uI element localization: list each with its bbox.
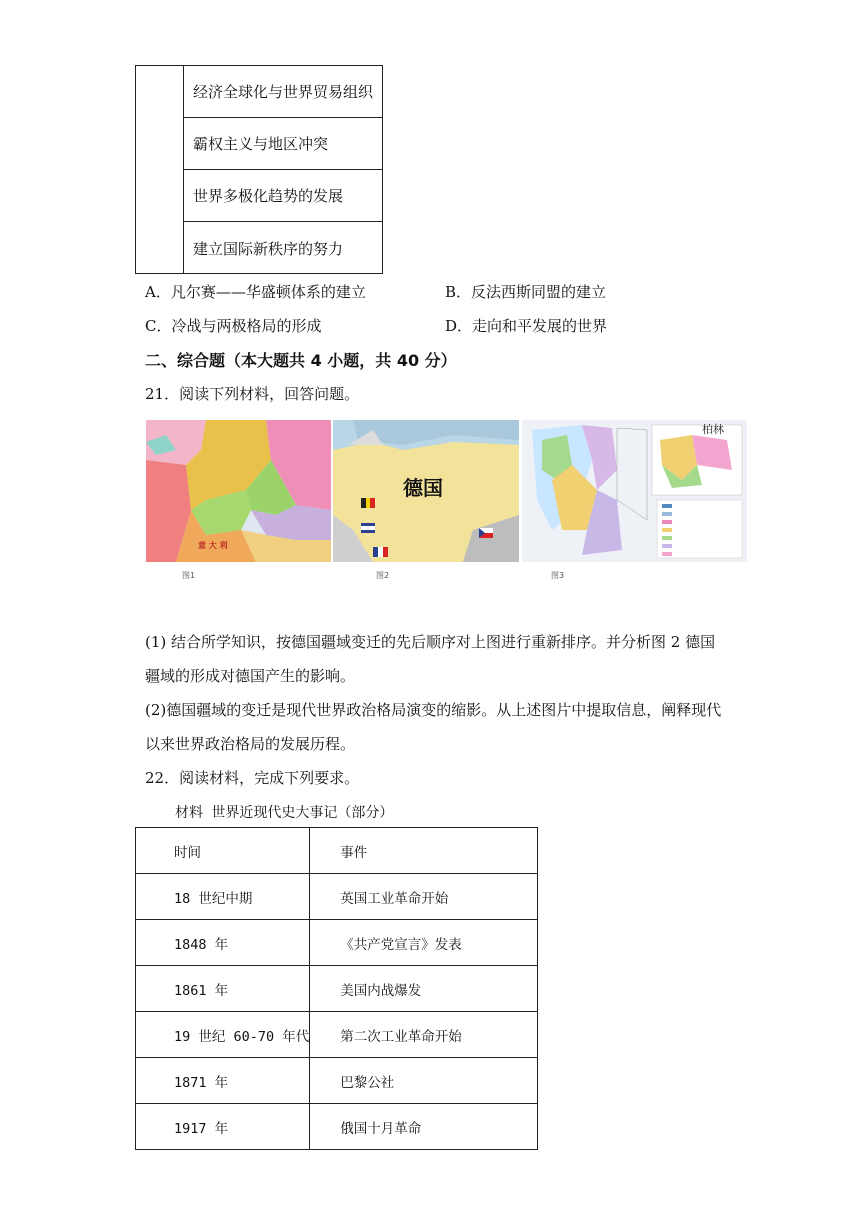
cell-event: 《共产党宣言》发表 bbox=[310, 920, 538, 966]
header-time: 时间 bbox=[136, 828, 310, 874]
cell-time: 1861 年 bbox=[136, 966, 310, 1012]
figure-1-caption: 图1 bbox=[182, 571, 196, 580]
q21-part2-line1: (2)德国疆域的变迁是现代世界政治格局演变的缩影。从上述图片中提取信息，阐释现代 bbox=[145, 701, 722, 719]
cell-event: 俄国十月革命 bbox=[310, 1104, 538, 1150]
cell-time: 1871 年 bbox=[136, 1058, 310, 1104]
table-row bbox=[136, 1104, 538, 1150]
q21-part1-line1: (1) 结合所学知识，按德国疆域变迁的先后顺序对上图进行重新排序。并分析图 2 德国 bbox=[145, 633, 716, 651]
table-row bbox=[136, 1012, 538, 1058]
map-figure-2 bbox=[333, 420, 519, 562]
question-21-stem: 21．阅读下列材料，回答问题。 bbox=[145, 385, 360, 403]
figure-2-caption: 图2 bbox=[376, 571, 390, 580]
table-header-row bbox=[136, 828, 538, 874]
option-d: D．走向和平发展的世界 bbox=[445, 317, 608, 335]
cell-time: 1848 年 bbox=[136, 920, 310, 966]
table-row bbox=[136, 920, 538, 966]
events-table bbox=[135, 827, 538, 1150]
table-row bbox=[136, 874, 538, 920]
cell-event: 第二次工业革命开始 bbox=[310, 1012, 538, 1058]
map-1-label: 意 大 利 bbox=[198, 541, 228, 550]
q21-part1-line2: 疆域的形成对德国产生的影响。 bbox=[145, 667, 356, 685]
section-heading: 二、综合题（本大题共 4 小题，共 40 分） bbox=[145, 351, 457, 370]
map-3-berlin-label: 柏林 bbox=[702, 423, 724, 436]
cell-event: 英国工业革命开始 bbox=[310, 874, 538, 920]
figure-3-caption: 图3 bbox=[551, 571, 565, 580]
map-figure-3 bbox=[522, 420, 747, 562]
q21-part2-line2: 以来世界政治格局的发展历程。 bbox=[145, 735, 356, 753]
topic-row: 经济全球化与世界贸易组织 bbox=[184, 66, 382, 118]
cell-event: 巴黎公社 bbox=[310, 1058, 538, 1104]
option-c: C．冷战与两极格局的形成 bbox=[145, 317, 322, 335]
cell-time: 19 世纪 60-70 年代 bbox=[136, 1012, 310, 1058]
table-row bbox=[136, 966, 538, 1012]
cell-event: 美国内战爆发 bbox=[310, 966, 538, 1012]
map-figure-1 bbox=[146, 420, 331, 562]
map-2-title: 德国 bbox=[403, 476, 443, 500]
option-a: A．凡尔赛——华盛顿体系的建立 bbox=[145, 283, 366, 301]
topic-row: 世界多极化趋势的发展 bbox=[184, 170, 382, 222]
cell-time: 1917 年 bbox=[136, 1104, 310, 1150]
header-event: 事件 bbox=[310, 828, 538, 874]
topic-table bbox=[135, 65, 383, 274]
table-row bbox=[136, 1058, 538, 1104]
map-3-graphic bbox=[522, 420, 747, 562]
topic-row: 建立国际新秩序的努力 bbox=[193, 240, 344, 258]
option-b: B．反法西斯同盟的建立 bbox=[445, 283, 607, 301]
map-1-graphic bbox=[146, 420, 331, 562]
question-22-stem: 22．阅读材料，完成下列要求。 bbox=[145, 769, 360, 787]
material-title: 材料 世界近现代史大事记（部分） bbox=[175, 805, 394, 821]
topic-row: 霸权主义与地区冲突 bbox=[184, 118, 382, 170]
cell-time: 18 世纪中期 bbox=[136, 874, 310, 920]
topic-table-label-cell bbox=[136, 66, 184, 273]
